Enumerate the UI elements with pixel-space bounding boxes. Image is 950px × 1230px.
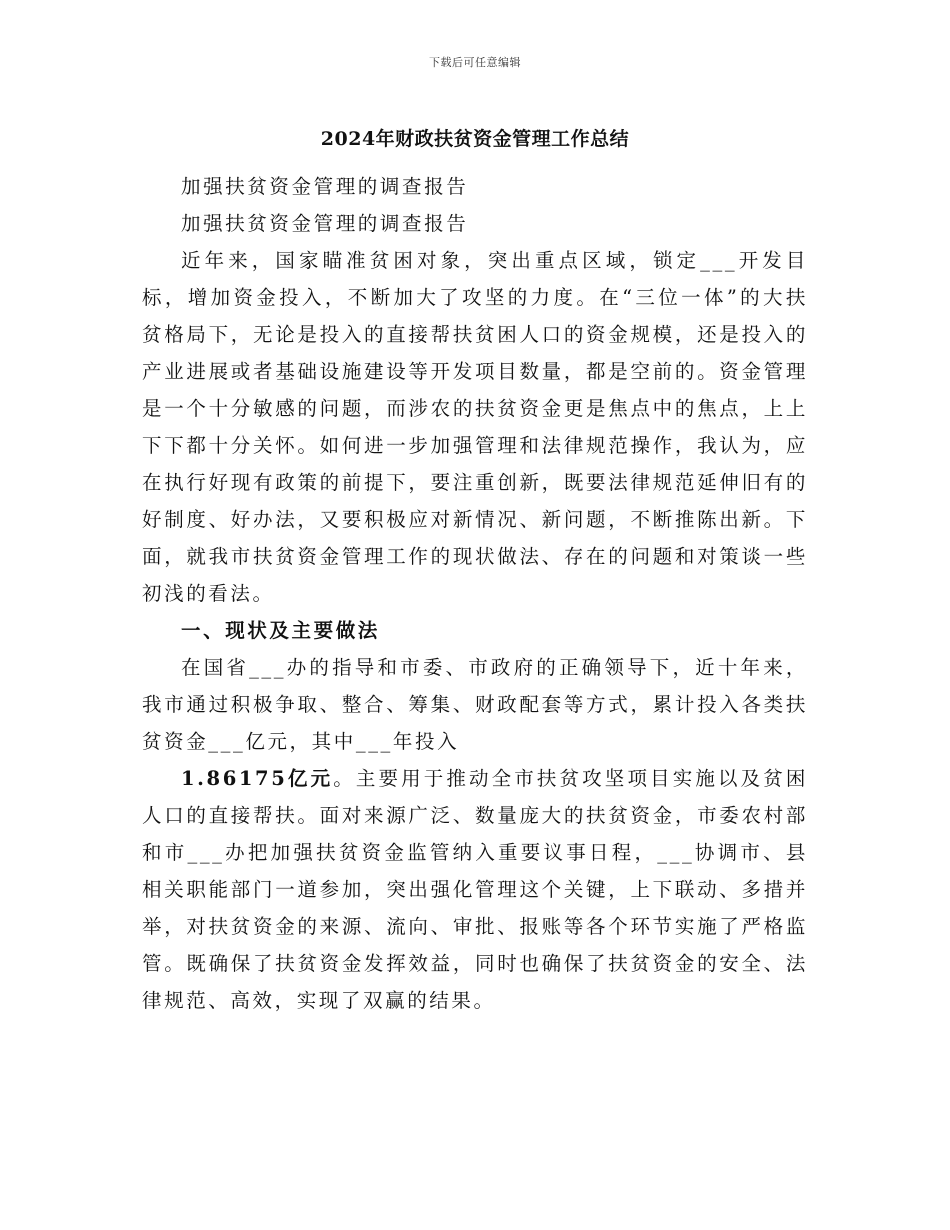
subtitle-line-1: 加强扶贫资金管理的调查报告	[181, 175, 469, 198]
page-header-note: 下载后可任意编辑	[429, 56, 521, 69]
funding-amount: 1.86175亿元	[181, 767, 334, 790]
document-body	[142, 168, 808, 1019]
intro-paragraph: 近年来，国家瞄准贫困对象，突出重点区域，锁定___开发目标，增加资金投入，不断加大了攻坚的力度。在“三位一体”的大扶贫格局下，无论是投入的直接帮扶贫困人口的资金规模，还是投入的产业进展或者基础设施建设等开发项目数量，都是空前的。资金管理是一个十分敏感的问题，而涉农的扶贫资金更是焦点中的焦点，上上下下都十分关怀。如何进一步加强管理和法律规范操作，我认为，应在执行好现有政策的前提下，要注重创新，既要法律规范延伸旧有的好制度、好办法，又要积极应对新情况、新问题，不断推陈出新。下面，就我市扶贫资金管理工作的现状做法、存在的问题和对策谈一些初浅的看法。	[142, 249, 808, 605]
section-heading-status: 一、现状及主要做法	[181, 619, 380, 642]
document-title: 2024年财政扶贫资金管理工作总结	[320, 128, 630, 150]
subtitle-line-2: 加强扶贫资金管理的调查报告	[181, 212, 469, 235]
funding-paragraph-text: 。主要用于推动全市扶贫攻坚项目实施以及贫困人口的直接帮扶。面对来源广泛、数量庞大的扶贫资金，市委农村部和市___办把加强扶贫资金监管纳入重要议事日程，___协调市、县相关职能部门一道参加，突出强化管理这个关键，上下联动、多措并举，对扶贫资金的来源、流向、审批、报账等各个环节实施了严格监管。既确保了扶贫资金发挥效益，同时也确保了扶贫资金的安全、法律规范、高效，实现了双赢的结果。	[142, 767, 808, 1012]
funding-paragraph	[142, 760, 808, 1019]
status-paragraph: 在国省___办的指导和市委、市政府的正确领导下，近十年来，我市通过积极争取、整合、筹集、财政配套等方式，累计投入各类扶贫资金___亿元，其中___年投入	[142, 656, 808, 753]
